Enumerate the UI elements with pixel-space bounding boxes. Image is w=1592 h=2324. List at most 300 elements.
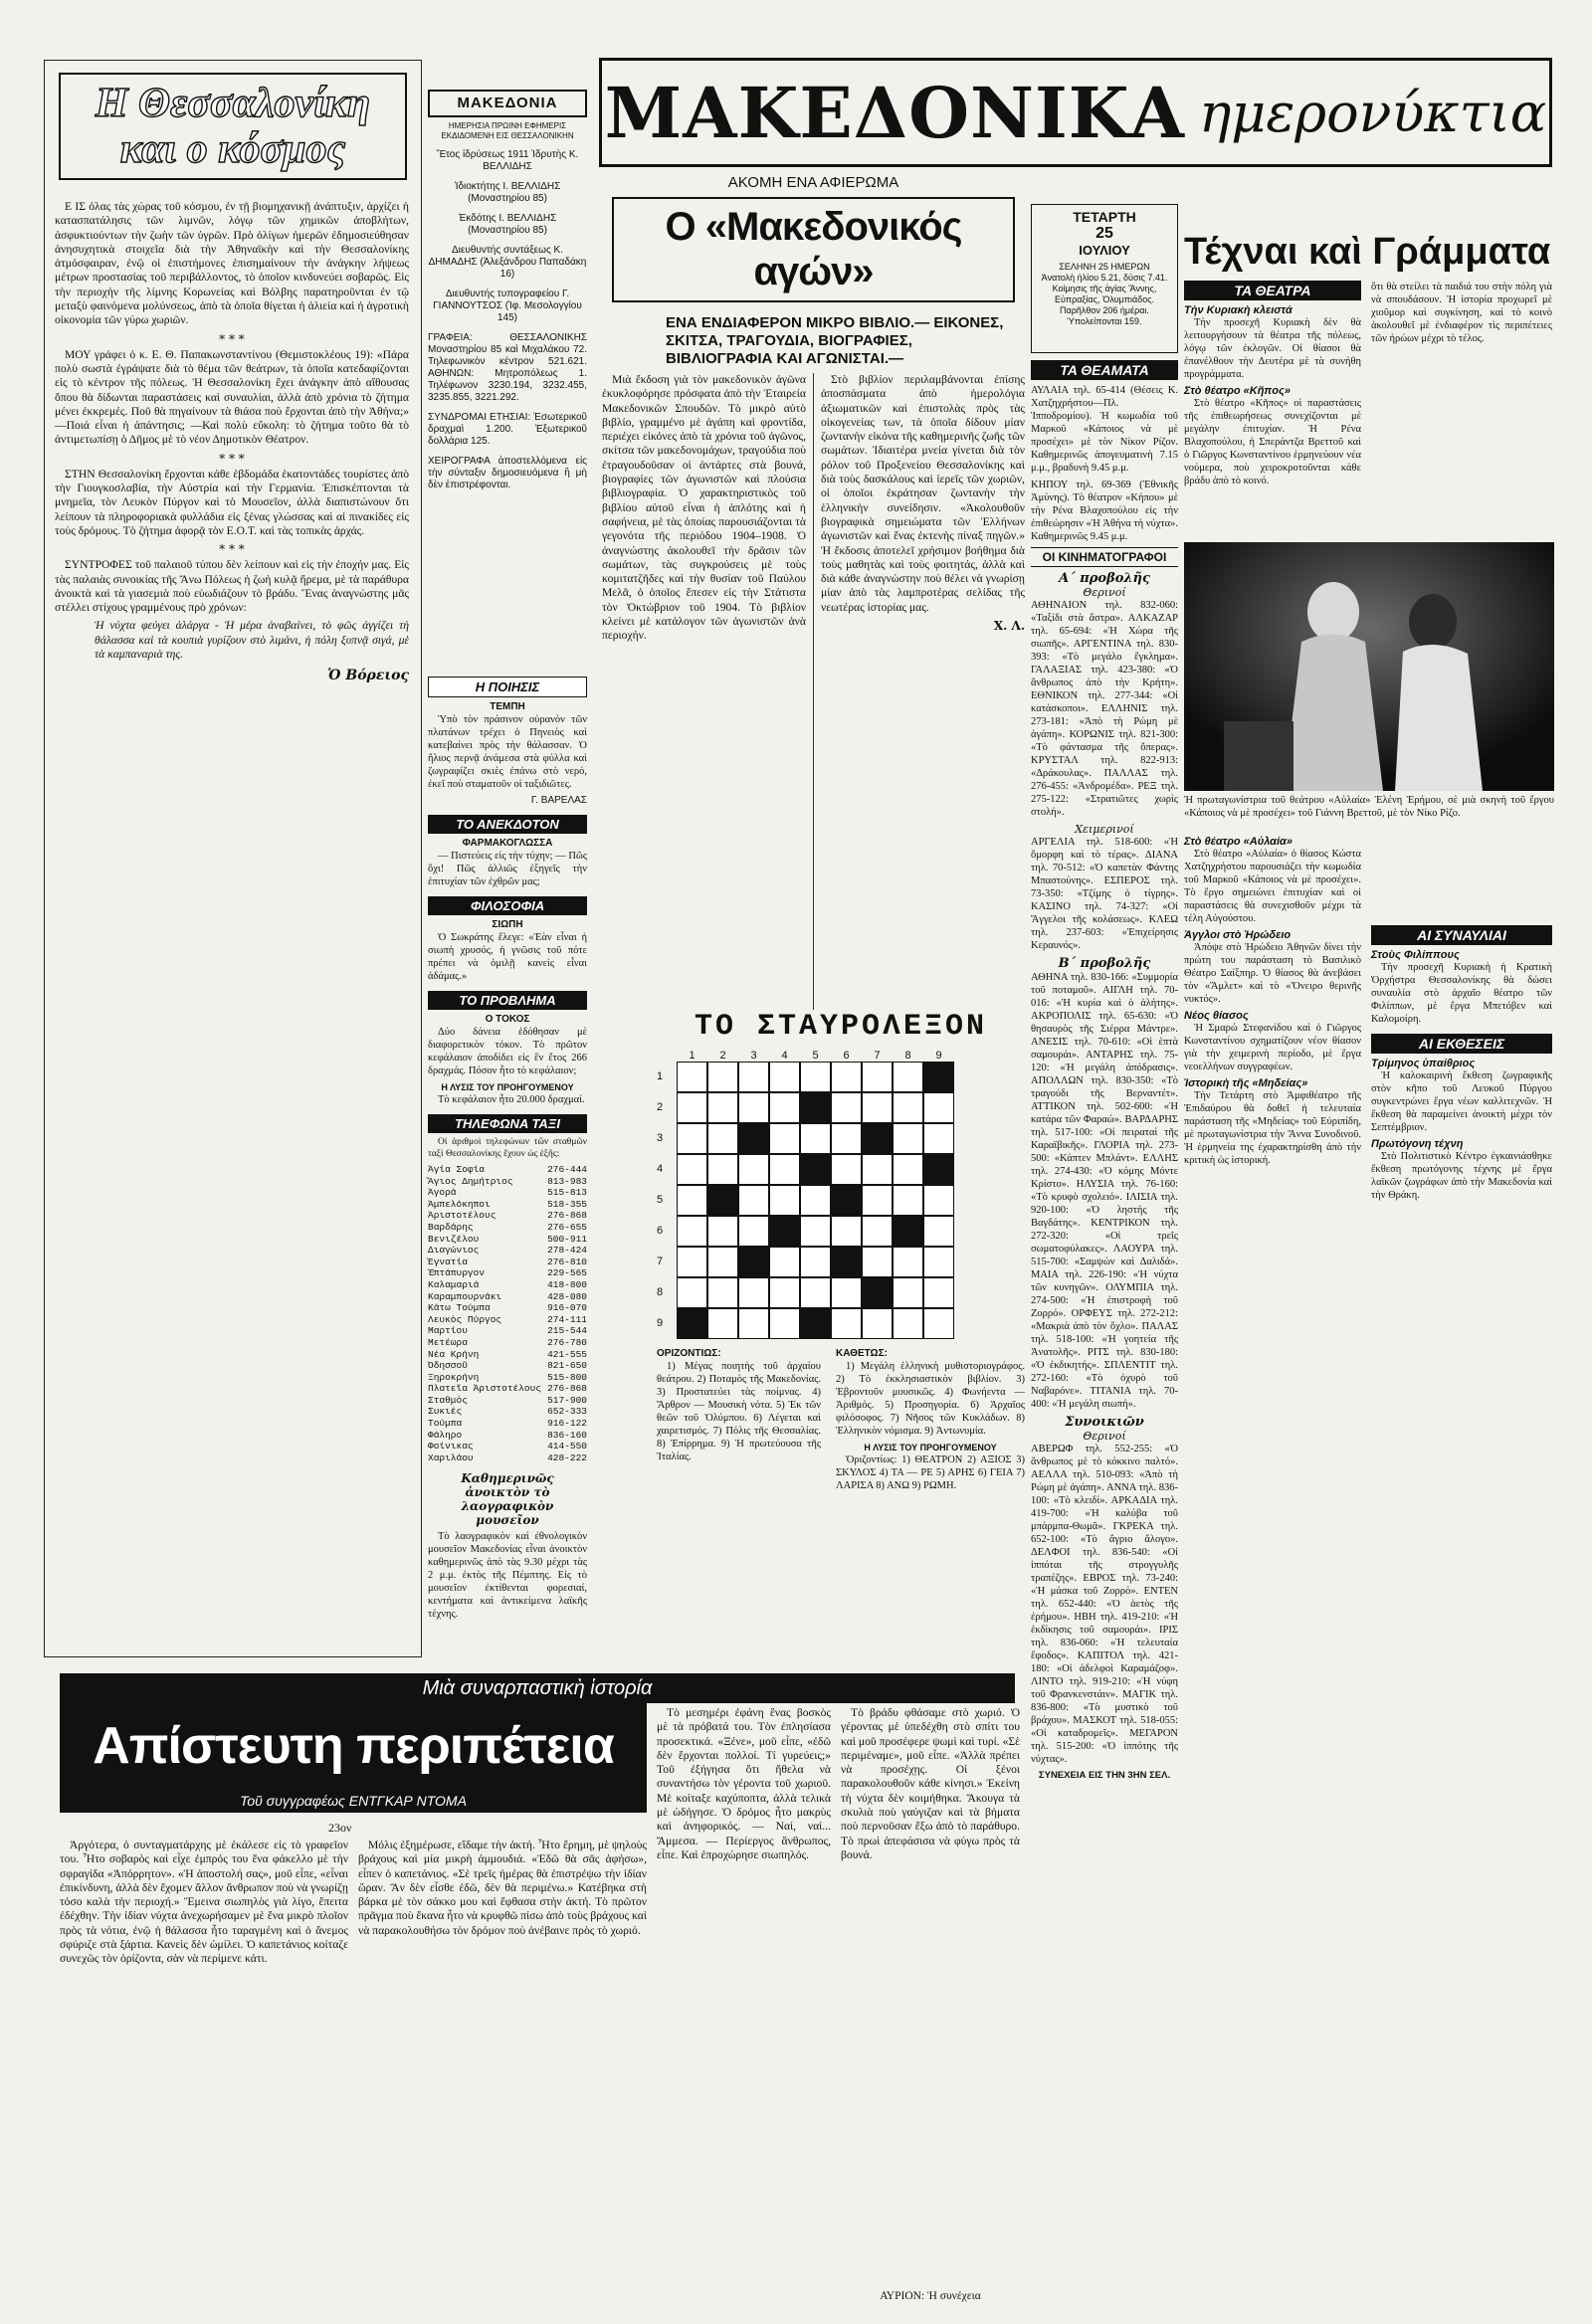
crossword-cell	[769, 1308, 800, 1339]
crossword-down-clues	[836, 1348, 1025, 1656]
imprint-box	[428, 90, 587, 672]
concerts-heading: ΑΙ ΣΥΝΑΥΛΙΑΙ	[1371, 925, 1552, 945]
winter-label: Χειμερινοί	[1075, 823, 1134, 836]
publisher-line: Ἐκδότης Ι. ΒΕΛΛΙΔΗΣ (Μοναστηρίου 85)	[458, 213, 557, 236]
phone-number: 916-122	[547, 1418, 587, 1430]
crossword-cell	[893, 1154, 923, 1185]
crossword-cell	[677, 1092, 707, 1123]
article-divider	[813, 373, 814, 1010]
museum-title: Καθημερινῶς ἀνοικτὸν τὸ λαογραφικὸν μουσεῖον	[461, 1471, 554, 1528]
crossword-cell	[893, 1062, 923, 1092]
date-number: 25	[1095, 225, 1113, 242]
world-body	[55, 200, 409, 1633]
crossword-solution-title: Η ΛΥΣΙΣ ΤΟΥ ΠΡΟΗΓΟΥΜΕΝΟΥ	[864, 1443, 997, 1452]
crossword-black-cell	[893, 1216, 923, 1247]
crossword-grid	[677, 1062, 954, 1339]
poetry-author: Γ. ΒΑΡΕΛΑΣ	[530, 795, 587, 806]
arts-column-a	[1184, 836, 1361, 1651]
crossword-column-number: 7	[874, 1050, 881, 1062]
sunday-closed-text: Τὴν προσεχῆ Κυριακὴ δὲν θὰ λειτουργήσουν τὰ θέατρα τῆς πόλεως, λόγῳ τῶν ἐκλογῶν. Οἱ θίασοι θὰ ἐπανέλθουν τὴν Δευτέρα μὲ τὰ συνήθη προγράμματα.	[1184, 317, 1361, 380]
phone-number: 916-070	[547, 1302, 587, 1314]
newspaper-logo	[428, 90, 587, 117]
phone-row	[428, 1372, 587, 1384]
phone-station: Φάληρο	[428, 1429, 463, 1441]
phone-number: 276-810	[547, 1256, 587, 1267]
crossword	[657, 1010, 1025, 1656]
crossword-cell	[862, 1308, 893, 1339]
crossword-row-number: 4	[657, 1163, 664, 1175]
phone-number: 515-800	[547, 1371, 587, 1383]
new-troupe-text: Ἡ Σμαρώ Στεφανίδου καὶ ὁ Γιῶργος Κωνσταντίνου σχηματίζουν νέον θίασον γιὰ τὴν χειμερινὴ περίοδο, μὲ ἔργα νεοελλήνων συγγραφέων.	[1184, 1023, 1361, 1072]
crossword-cell	[893, 1185, 923, 1216]
phone-number: 276-868	[547, 1210, 587, 1222]
medea-text: Τὴν Τετάρτη στὸ Ἀμφιθέατρο τῆς Ἐπιδαύρου θὰ δοθεῖ ἡ τελευταία παράσταση τῆς «Μηδείας» τοῦ Εὐριπίδη, μὲ πρωταγωνίστρια τὴν Ἄννα Συνοδινοῦ. Ἡ ἑρμηνεία της ἐχαρακτηρίσθη ἀπὸ τὴν κριτικὴ ὡς ἱστορική.	[1184, 1090, 1361, 1166]
crossword-cell	[677, 1185, 707, 1216]
phone-number: 421-555	[547, 1348, 587, 1360]
story-episode: 23ον	[328, 1821, 352, 1835]
exhibition-title: Τρίμηνος ὑπαίθριος	[1371, 1058, 1476, 1069]
crossword-black-cell	[769, 1216, 800, 1247]
phone-row	[428, 1279, 587, 1291]
crossword-cell	[831, 1092, 862, 1123]
phone-row	[428, 1234, 587, 1246]
philippoi-text: Τὴν προσεχῆ Κυριακὴ ἡ Κρατικὴ Ὀρχήστρα Θεσσαλονίκης θὰ δώσει συναυλία στὸ ἀρχαῖο θέατρο τῶν Φιλίππων, μὲ ἔργα Μπετόβεν καὶ Καλομοίρη.	[1371, 962, 1552, 1025]
crossword-column-number: 6	[843, 1050, 850, 1062]
story-kicker: Μιὰ συναρπαστικὴ ἱστορία	[422, 1676, 653, 1699]
world-poem: Ἡ νύχτα φεύγει ἀλάργα - Ἡ μέρα ἀναβαίνει, τὸ φῶς ἀγγίζει τὴ θάλασσα καὶ τὰ κουπιὰ γυρίζουν στὸ λιμάνι, ἡ πόλη ξυπνᾷ σιγά, μὲ τὰ καμπαναριὰ της.	[95, 619, 409, 662]
phone-row	[428, 1222, 587, 1234]
phone-number: 274-111	[547, 1313, 587, 1325]
anecdote-text: — Πιστεύεις εἰς τὴν τύχην; — Πῶς ὄχι! Πῶς ἀλλιῶς ἐξηγεῖς τὴν ἐπιτυχίαν τῶν ἐχθρῶν μας;	[428, 851, 587, 887]
article-text-1: Μιὰ ἔκδοση γιὰ τὸν μακεδονικὸν ἀγῶνα ἐκυκλοφόρησε πρόσφατα ἀπὸ τὴν Ἑταιρεία Μακεδονικῶν Σπουδῶν. Τὸ μικρὸ αὐτὸ βιβλίο, γραμμένο μὲ ἀγάπη καὶ φροντίδα, περιέχει εἰκόνες ἀπὸ τὰ χρόνια τοῦ ἀγῶνος, σκίτσα τῶν μακεδονομάχων, τραγούδια ποὺ ἐτραγουδοῦσαν οἱ ἀντάρτες στὰ βουνά, βιογραφίες τῶν ἀγωνιστῶν καὶ πλούσια βιβλιογραφία. Ὁ χαρακτηριστικὸς τοῦ βιβλίου αὐτοῦ εἶναι ἡ ἁπλότης καὶ ἡ σαφήνεια, μὲ τὰς ὁποίας παρουσιάζονται τὰ γεγονότα τῆς περιόδου 1904–1908. Ὁ ἀναγνώστης ἀκολουθεῖ τὴν δρᾶσιν τῶν σωμάτων, τὰς συγκρούσεις μὲ τοὺς κομιτατζῆδες καὶ τὴν θυσίαν τοῦ Παύλου Μελᾶ, ὁ ὁποῖος ἔπεσεν εἰς τὴν Στάτιστα τὸν Ὀκτώβριον τοῦ 1904. Τὸ βιβλίον κλείνει μὲ κατάλογον τῶν ἀγωνιστῶν ἀνὰ περιοχήν.	[602, 373, 806, 643]
arts-continuing-text: ὅτι θὰ στείλει τὰ παιδιά του στὴν πόλη γιὰ νὰ σπουδάσουν. Ἡ ἱστορία προχωρεῖ μὲ χιοῦμορ καὶ συγκίνηση, καὶ τὸ κοινὸ ἀκολουθεῖ μὲ ἐνδιαφέρον τὶς περιπέτειες τῶν ἡρώων μέχρι τὸ τέλος.	[1371, 282, 1552, 344]
phone-row	[428, 1176, 587, 1188]
phone-station: Καλαμαριά	[428, 1278, 480, 1290]
phone-station: Ἀγορά	[428, 1187, 457, 1199]
logo-text: ΜΑΚΕΔΟΝΙΑ	[457, 95, 558, 111]
separator-stars: * * *	[219, 542, 245, 557]
article-kicker: ΑΚΟΜΗ ΕΝΑ ΑΦΙΕΡΩΜΑ	[727, 174, 899, 191]
crossword-cell	[800, 1185, 831, 1216]
crossword-black-cell	[862, 1123, 893, 1154]
poetry-subtitle: ΤΕΜΠΗ	[490, 701, 525, 712]
phone-station: Νέα Κρήνη	[428, 1348, 480, 1360]
print-director-line: Διευθυντής τυπογραφείου Γ. ΓΙΑΝΝΟΥΤΣΟΣ (Ἰφ. Μεσολογγίου 145)	[433, 289, 582, 323]
crossword-cell	[831, 1277, 862, 1308]
crossword-row-number: 8	[657, 1286, 664, 1298]
logo-subtitle: ΗΜΕΡΗΣΙΑ ΠΡΩΙΝΗ ΕΦΗΜΕΡΙΣ ΕΚΔΙΔΟΜΕΝΗ ΕΙΣ ΘΕΣΣΑΛΟΝΙΚΗΝ	[441, 121, 574, 140]
article-column-2	[821, 373, 1025, 1010]
cinemas-text-2: ΑΡΓΕΛΙΑ τηλ. 518-600: «Ἡ ὄμορφη καὶ τὸ τέρας». ΔΙΑΝΑ τηλ. 70-512: «Ὁ καπετὰν Φάντης Μπαστούνης». ΕΣΠΕΡΟΣ τηλ. 73-350: «Τζίμης ὁ τίγρης». ΚΑΣΙΝΟ τηλ. 74-327: «Οἱ Ἄγγελοι τῆς κολάσεως». ΚΛΕΩ τηλ. 237-603: «Ἐπιχείρησις Κεραυνός».	[1031, 837, 1178, 951]
crossword-black-cell	[677, 1308, 707, 1339]
phone-row	[428, 1383, 587, 1395]
phone-number: 276-444	[547, 1164, 587, 1175]
crossword-cell	[769, 1247, 800, 1277]
phone-station: Φοίνικας	[428, 1441, 474, 1452]
phone-row	[428, 1337, 587, 1349]
world-paragraph-3: ΣΤΗΝ Θεσσαλονίκη ἔρχονται κάθε ἑβδομάδα ἑκατοντάδες τουρίστες ἀπὸ τὴν Γιουγκοσλαβία, τὴν Αὐστρία καὶ τὴν Γερμανία. Ἐπισκέπτονται τὰ μνημεῖα, τὸν Λευκὸν Πύργον καὶ τὸ Μουσεῖον, ἀλλὰ διαπιστώνουν ὅτι λείπουν τὰ πληροφοριακὰ φυλλάδια εἰς ξένας γλώσσας καὶ αἱ πινακίδες εἰς τοὺς δρόμους. Τὸ ζήτημα ἀφορᾷ τὸν Ε.Ο.Τ. καὶ τὰς τοπικὰς ἀρχάς.	[55, 467, 409, 537]
story-byline: Τοῦ συγγραφέως ΕΝΤΓΚΑΡ ΝΤΟΜΑ	[240, 1793, 467, 1809]
crossword-cell	[800, 1123, 831, 1154]
phone-row	[428, 1395, 587, 1407]
crossword-down	[964, 1050, 1025, 1348]
phone-number: 821-650	[547, 1360, 587, 1372]
moon-phase: ΣΕΛΗΝΗ 25 ΗΜΕΡΩΝ	[1059, 262, 1150, 272]
crossword-cell	[707, 1277, 738, 1308]
sun-times: Ἀνατολὴ ἡλίου 5.21, δύσις 7.41.	[1041, 273, 1168, 283]
new-troupe-title: Νέος θίασος	[1184, 1010, 1249, 1022]
anecdote-heading: ΤΟ ΑΝΕΚΔΟΤΟΝ	[428, 815, 587, 834]
world-title-box	[59, 73, 407, 180]
crossword-cell	[923, 1092, 954, 1123]
phone-row	[428, 1314, 587, 1326]
suburbs-label: Συνοικιῶν	[1065, 1415, 1144, 1430]
crossword-cell	[831, 1154, 862, 1185]
down-title: ΚΑΘΕΤΩΣ:	[836, 1348, 888, 1359]
small-columns	[428, 677, 587, 1661]
world-paragraph-2: ΜΟΥ γράφει ὁ κ. Ε. Θ. Παπακωνσταντίνου (Θεμιστοκλέους 19): «Πάρα πολὺ σωστὰ ἐγράψατε διὰ τὸ θέμα τῶν θεάτρων, τὰ ὁποῖα κατεδαφίζονται εἰς τὸ κέντρον τῆς πόλεως. Ἡ Θεσσαλονίκη ἔχει ἀνάγκην ἀπὸ αἴθουσας ὅπου θὰ δίδωνται παραστάσεις καὶ συναυλίαι, ἀλλὰ ἀπὸ χρόνια τὸ ζήτημα μένει ἐκκρεμές. Ποῦ θὰ πηγαίνουν τὰ θιάσα ποὺ ἔρχονται ἀπὸ τὴν Ἀθήνα;» —Ποιά εἶναι ἡ ἀπάντησις; —Καὶ πολὺ εὔκολη: τὸ ζήτημα τοῦτο θὰ τὸ ἀντιμετωπίσῃ ὁ Δῆμος μὲ τὸ νέον Δημοτικὸν Θέατρον.	[55, 347, 409, 447]
crossword-cell	[831, 1062, 862, 1092]
masthead	[599, 58, 1552, 167]
world-paragraph-4: ΣΥΝΤΡΟΦΕΣ τοῦ παλαιοῦ τύπου δὲν λείπουν καὶ εἰς τὴν ἐποχήν μας. Εἰς τὰς παλαιὰς συνοικίας τῆς Ἄνω Πόλεως ἡ ζωὴ κυλᾷ ἤρεμα, μὲ τὰ παράθυρα ἀνοικτὰ καὶ τὰ γιασεμιὰ ποὺ εὐωδιάζουν τὸ βράδυ. Ἕνας ἀναγνώστης μᾶς στέλλει στίχους γραμμένους πρὸ χρόνων:	[55, 558, 409, 615]
arts-title: Τέχναι καὶ Γράμματα	[1184, 231, 1551, 273]
phone-row	[428, 1291, 587, 1303]
crossword-cell	[800, 1277, 831, 1308]
cinemas-text-4: ΑΒΕΡΩΦ τηλ. 552-255: «Ὁ ἄνθρωπος μὲ τὸ κόκκινο παλτό». ΑΕΛΛΑ τηλ. 510-093: «Ἀπὸ τὴ Ρώμη μὲ ἀγάπη». ΑΝΝΑ τηλ. 836-100: «Τὸ κλειδί». ΑΡΚΑΔΙΑ τηλ. 419-700: «Ἡ καλύβα τοῦ μπάρμπα-Θωμᾶ». ΓΚΡΕΚΑ τηλ. 652-100: «Τὸ ἄγριο ἄλογο». ΔΕΛΦΟΙ τηλ. 836-540: «Οἱ ἱππόται τῆς στρογγυλῆς τραπέζης». ΕΒΡΟΣ τηλ. 73-240: «Ἡ μάσκα τοῦ Ζορρό». ΕΝΤΕΝ τηλ. 652-440: «Ὁ ἀετὸς τῆς ἐρήμου». ΗΒΗ τηλ. 419-210: «Ἡ ἐκδίκησις τοῦ σαμουράι». ΙΡΙΣ τηλ. 836-060: «Ἡ τελευταία ἔφοδος». ΚΑΠΙΤΟΛ τηλ. 421-180: «Οἱ ἀδελφοὶ Καραμάζοφ». ΛΙΝΤΟ τηλ. 919-210: «Ἡ νύφη τοῦ Φρανκενστάιν». ΜΑΓΙΚ τηλ. 836-800: «Τὸ μυστικὸ τοῦ βράχου». ΜΑΣΚΟΤ τηλ. 518-055: «Οἱ καταδρομεῖς». ΜΕΓΑΡΟΝ τηλ. 515-200: «Ὁ ἱππότης τῆς νύχτας».	[1031, 1444, 1178, 1765]
crossword-cell	[893, 1308, 923, 1339]
crossword-row-number: 5	[657, 1194, 664, 1206]
kipos-text: Στὸ θέατρο «Κῆπος» οἱ παραστάσεις τῆς ἐπιθεωρήσεως συνεχίζονται μὲ μεγάλην ἐπιτυχίαν. Ἡ Ρένα Βλαχοπούλου, ἡ Σπεράντζα Βρεττοῦ καὶ ὁ Γιῶργος Κωνσταντίνου ἑρμηνεύουν νέα νούμερα, ποὺ χειροκροτοῦνται κάθε βράδυ ἀπὸ τὸ κοινό.	[1184, 398, 1361, 486]
phone-number: 278-424	[547, 1245, 587, 1257]
arts-right-top	[1371, 281, 1552, 537]
phone-station: Συκιές	[428, 1406, 463, 1418]
crossword-cell	[769, 1062, 800, 1092]
crossword-cell	[707, 1062, 738, 1092]
world-title-line1: Η Θεσσαλονίκη	[95, 81, 371, 126]
phone-number: 428-222	[547, 1452, 587, 1463]
across-title: ΟΡΙΖΟΝΤΙΩΣ:	[657, 1348, 721, 1359]
crossword-row-number: 6	[657, 1225, 664, 1237]
phone-station: Ἀριστοτέλους	[428, 1210, 497, 1222]
phones-intro: Οἱ ἀριθμοὶ τηλεφώνων τῶν σταθμῶν ταξὶ Θεσσαλονίκης ἔχουν ὡς ἑξῆς:	[428, 1137, 587, 1159]
crossword-cell	[923, 1123, 954, 1154]
crossword-clues	[657, 1348, 821, 1656]
crossword-cell	[738, 1277, 769, 1308]
cinemas-text-1: ΑΘΗΝΑΙΟΝ τηλ. 832-060: «Ταξίδι στὰ ἄστρα». ΑΛΚΑΖΑΡ τηλ. 65-694: «Ἡ Χώρα τῆς σιωπῆς». ΑΡΓΕΝΤΙΝΑ τηλ. 830-393: «Τὸ μεγάλο ἔγκλημα». ΓΑΛΑΞΙΑΣ τηλ. 423-380: «Ὁ ἄνθρωπος ἀπὸ τὴν Κρήτη». ΕΘΝΙΚΟΝ τηλ. 277-344: «Οἱ κατάσκοποι». ΕΛΛΗΝΙΣ τηλ. 273-181: «Ἀπὸ τὴ Ρώμη μὲ ἀγάπη». ΚΟΡΩΝΙΣ τηλ. 821-300: «Τὸ φάντασμα τῆς ὄπερας». ΚΡΥΣΤΑΛ τηλ. 822-913: «Δράκουλας». ΠΑΛΛΑΣ τηλ. 276-455: «Ἀνδρομέδα». ΡΕΞ τηλ. 275-122: «Στρατιῶτες χωρὶς στολή».	[1031, 600, 1178, 818]
phone-row	[428, 1452, 587, 1464]
crossword-cell	[893, 1123, 923, 1154]
problem-subtitle: Ο ΤΟΚΟΣ	[485, 1014, 530, 1025]
phone-row	[428, 1245, 587, 1257]
primitive-art-title: Πρωτόγονη τέχνη	[1371, 1138, 1464, 1150]
first-run-label: Α΄ προβολῆς	[1059, 571, 1150, 586]
phone-number: 515-813	[547, 1187, 587, 1199]
crossword-cell	[707, 1154, 738, 1185]
separator-stars: * * *	[219, 451, 245, 466]
phones-list	[428, 1164, 587, 1463]
crossword-row-number: 3	[657, 1132, 664, 1144]
phone-number: 836-160	[547, 1429, 587, 1441]
crossword-cell	[893, 1247, 923, 1277]
theaters-text-1: ΑΥΛΑΙΑ τηλ. 65-414 (Θέσεις Κ. Χατζηχρήστου—Πλ. Ἱπποδρομίου). Ἡ κωμωδία τοῦ Μαρκοῦ «Κάποιος νὰ μὲ προσέχει» μὲ τὸν Νίκον Ρίζον. Καθημερινῶς ἀπογευματινὴ 7.15 μ.μ., βραδυνὴ 9.45 μ.μ.	[1031, 385, 1178, 474]
crossword-column-number: 8	[904, 1050, 911, 1062]
world-section	[44, 60, 422, 1657]
crossword-cell	[923, 1308, 954, 1339]
crossword-black-cell	[862, 1277, 893, 1308]
article-headline: Ο «Μακεδονικός αγών»	[665, 205, 962, 293]
phone-station: Ἀγία Σοφία	[428, 1164, 486, 1175]
problem-heading: ΤΟ ΠΡΟΒΛΗΜΑ	[428, 991, 587, 1010]
primitive-art-text: Στὸ Πολιτιστικὸ Κέντρο ἐγκαινιάσθηκε ἔκθεση πρωτόγονης τέχνης μὲ ἔργα λαϊκῶν ζωγράφων ἀπὸ τὴν Μακεδονία καὶ τὴν Θράκη.	[1371, 1151, 1552, 1201]
crossword-column-number: 3	[750, 1050, 757, 1062]
crossword-row-numbers	[657, 1062, 677, 1339]
crossword-black-cell	[923, 1062, 954, 1092]
problem-solution-title: Η ΛΥΣΙΣ ΤΟΥ ΠΡΟΗΓΟΥΜΕΝΟΥ	[441, 1082, 574, 1092]
article-deck: ΕΝΑ ΕΝΔΙΑΦΕΡΟΝ ΜΙΚΡΟ ΒΙΒΛΙΟ.— ΕΙΚΟΝΕΣ, ΣΚΙΤΣΑ, ΤΡΑΓΟΥΔΙΑ, ΒΙΟΓΡΑΦΙΕΣ, ΒΙΒΛΙΟΓΡΑΦΙΑ ΚΑΙ ΑΓΩΝΙΣΤΑΙ.—	[666, 314, 1004, 367]
museum-text: Τὸ λαογραφικὸν καὶ ἐθνολογικὸν μουσεῖον Μακεδονίας εἶναι ἀνοικτὸν καθημερινῶς ἀπὸ τὰς 9.30 μέχρι τὰς 2 μ.μ. ἐκτὸς τῆς Πέμπτης. Εἰς τὸ μουσεῖον ἐκτίθενται φορεσιαί, κεντήματα καὶ ἀντικείμενα λαϊκῆς τέχνης.	[428, 1531, 587, 1621]
crossword-cell	[738, 1062, 769, 1092]
crossword-cell	[923, 1185, 954, 1216]
phone-row	[428, 1325, 587, 1337]
phone-station: Βενιζέλου	[428, 1233, 480, 1245]
phone-number: 276-780	[547, 1336, 587, 1348]
cinemas-text-3: ΑΘΗΝΑ τηλ. 830-166: «Συμμορία τοῦ ποταμοῦ». ΑΙΓΛΗ τηλ. 70-016: «Ἡ κυρία καὶ ὁ ἀλήτης». ΑΚΡΟΠΟΛΙΣ τηλ. 65-630: «Ὁ θησαυρὸς τῆς Σιέρρα Μάντρε». ΑΝΕΣΙΣ τηλ. 70-610: «Οἱ ἑπτὰ σαμουράι». ΑΝΤΑΡΗΣ τηλ. 75-120: «Ἡ μεγάλη ἀπόδρασις». ΑΠΟΛΛΩΝ τηλ. 830-350: «Τὸ τραγούδι τῆς Βερναντέτ». ΑΤΤΙΚΟΝ τηλ. 502-600: «Ἡ κατάρα τῶν Φαραώ». ΒΑΡΔΑΡΗΣ τηλ. 517-100: «Οἱ πειραταὶ τῆς Καραϊβικῆς». ΓΛΟΡΙΑ τηλ. 273-500: «Κάπτεν Μπλάντ». ΕΛΛΗΣ τηλ. 274-430: «Ὁ κόμης Μόντε Κρίστο». ΗΛΥΣΙΑ τηλ. 76-160: «Τὸ κρυφὸ σχολειό». ΙΛΙΣΙΑ τηλ. 920-100: «Ὁ ληστής τῆς Βαγδάτης». ΚΕΝΤΡΙΚΟΝ τηλ. 272-320: «Οἱ τρεῖς σωματοφύλακες». ΛΑΟΥΡΑ τηλ. 515-700: «Σαμψὼν καὶ Δαλιδά». ΜΑΙΑ τηλ. 226-190: «Ἡ νύχτα τῶν κυνηγῶν». ΟΛΥΜΠΙΑ τηλ. 274-500: «Ἡ ἐπιστροφὴ τοῦ Ζορρό». ΟΡΦΕΥΣ τηλ. 272-212: «Μακριὰ ἀπὸ τὸν ὄχλο». ΠΑΛΑΣ τηλ. 518-100: «Ἡ γοητεία τῆς Ἀνατολῆς». ΡΙΤΣ τηλ. 830-180: «Ὁ ἐκδικητής». ΣΠΛΕΝΤΙΤ τηλ. 272-160: «Τὸ ὀχυρὸ τοῦ Ναβαρόνε». ΤΙΤΑΝΙΑ τηλ. 70-400: «Ἡ μεγάλη σιωπή».	[1031, 972, 1178, 1410]
story-title: Απίστευτη περιπέτεια	[93, 1717, 614, 1775]
phone-row	[428, 1187, 587, 1199]
crossword-cell	[707, 1092, 738, 1123]
subscriptions-line: ΣΥΝΔΡΟΜΑΙ ΕΤΗΣΙΑΙ: Ἐσωτερικοῦ δραχμαὶ 1.200. Ἐξωτερικοῦ δολλάρια 125.	[428, 412, 587, 447]
crossword-column-number: 9	[935, 1050, 942, 1062]
anecdote-subtitle: ΦΑΡΜΑΚΟΓΛΩΣΣΑ	[462, 838, 553, 849]
exhibitions-heading: ΑΙ ΕΚΘΕΣΕΙΣ	[1371, 1034, 1552, 1054]
masthead-title-rest: ημερονύκτια	[1198, 81, 1547, 144]
theaters-heading: ΤΑ ΘΕΑΜΑΤΑ	[1031, 360, 1178, 380]
crossword-cell	[769, 1123, 800, 1154]
crossword-black-cell	[800, 1308, 831, 1339]
phone-station: Μαρτίου	[428, 1325, 468, 1337]
founded-line: Ἔτος ἱδρύσεως 1911 Ἱδρυτὴς Κ. ΒΕΛΛΙΔΗΣ	[436, 149, 579, 172]
masthead-title-caps: ΜΑΚΕΔΟΝΙΚΑ	[604, 71, 1185, 154]
herodeion-text: Ἀπόψε στὸ Ἡρώδειο Ἀθηνῶν δίνει τὴν πρώτη του παράσταση τὸ Βασιλικὸ Θέατρο Σαίξπηρ. Ὁ θίασος θὰ ἀνεβάσει τὸν «Ἄμλετ» καὶ τὸ «Ὄνειρο θερινῆς νυκτός».	[1184, 942, 1361, 1005]
crossword-title: ΤΟ ΣΤΑΥΡΟΛΕΞΟΝ	[694, 1010, 988, 1044]
crossword-black-cell	[923, 1154, 954, 1185]
story-title-bar	[60, 1703, 647, 1789]
crossword-black-cell	[707, 1185, 738, 1216]
crossword-cell	[738, 1216, 769, 1247]
crossword-solution: Ὁριζοντίως: 1) ΘΕΑΤΡΟΝ 2) ΑΞΙΟΣ 3) ΣΚΥΛΟΣ 4) ΤΑ — ΡΕ 5) ΑΡΗΣ 6) ΓΕΙΑ 7) ΛΑΡΙΣΑ 8) ΑΝΩ 9) ΡΩΜΗ.	[836, 1454, 1025, 1491]
theater-photo	[1184, 542, 1554, 791]
phone-row	[428, 1406, 587, 1418]
crossword-cell	[707, 1123, 738, 1154]
world-title-line2: και ο κόσμος	[119, 126, 346, 172]
separator-stars: * * *	[219, 331, 245, 346]
crossword-row-number: 2	[657, 1101, 664, 1113]
date-day: ΤΕΤΑΡΤΗ	[1073, 209, 1136, 225]
crossword-cell	[831, 1216, 862, 1247]
phone-station: Λευκὸς Πύργος	[428, 1313, 502, 1325]
story-column-1	[60, 1839, 348, 2306]
crossword-cell	[769, 1154, 800, 1185]
phone-row	[428, 1441, 587, 1452]
arts-column-b	[1371, 836, 1552, 2209]
poetry-heading: Η ΠΟΙΗΣΙΣ	[428, 677, 587, 697]
phone-station: Πλατεῖα Ἀριστοτέλους	[428, 1383, 542, 1395]
story-text-4: Τὸ βράδυ φθάσαμε στὸ χωριό. Ὁ γέροντας μὲ ὑπεδέχθη στὸ σπίτι του καὶ μοῦ προσέφερε ψωμὶ καὶ τυρί. «Σὲ περιμέναμε», μοῦ εἶπε. «Ἀλλὰ πρέπει νὰ προσέχῃς. Οἱ ξένοι παρακολουθοῦν κάθε κίνησι.» Ἐκείνη τὴ νύχτα δὲν κοιμήθηκα. Ἄκουγα τὰ σκυλιὰ ποὺ γαύγιζαν καὶ τὰ βήματα ποὺ περνοῦσαν ἔξω ἀπὸ τὸ παράθυρο. Τὸ πρωὶ ἀπεφάσισα νὰ φύγω πρὸς τὰ βουνά.	[841, 1706, 1020, 1861]
crossword-column-number: 2	[719, 1050, 726, 1062]
crossword-cell	[862, 1216, 893, 1247]
crossword-cell	[707, 1308, 738, 1339]
days-count: Παρῆλθον 206 ἡμέραι. Ὑπολείπονται 159.	[1060, 305, 1149, 326]
crossword-cell	[862, 1062, 893, 1092]
story-text-2: Μόλις ἐξημέρωσε, εἴδαμε τὴν ἀκτή. Ἦτο ἔρημη, μὲ ψηλοὺς βράχους καὶ μία μικρὴ ἀμμουδιά. «Ἐδῶ θὰ σᾶς ἀφήσω», εἶπεν ὁ καπετάνιος. «Σὲ τρεῖς ἡμέρας θὰ ἐπιστρέψω τὴν ἰδίαν ὥραν. Ἂν δὲν εἶσθε ἐδῶ, δὲν θὰ περιμένω.» Κατέβηκα στὴ βάρκα μὲ τὸν σάκκο μου καὶ ἔφθασα στὴν ἀκτή. Τὸ πρῶτον πρᾶγμα ποὺ ἔκανα ἦτο νὰ κρυφθῶ πίσω ἀπὸ τοὺς βράχους καὶ νὰ παρακολουθήσω τὸν δρόμον ποὺ ἀνέβαινε πρὸς τὸ χωριό.	[358, 1839, 647, 1937]
crossword-black-cell	[831, 1185, 862, 1216]
crossword-cell	[923, 1247, 954, 1277]
medea-title: Ἱστορικὴ τῆς «Μηδείας»	[1184, 1077, 1308, 1089]
crossword-black-cell	[800, 1154, 831, 1185]
phone-station: Διαγώνιος	[428, 1245, 480, 1257]
phone-number: 215-544	[547, 1325, 587, 1337]
down-clues: 1) Μεγάλη ἑλληνικὴ μυθιστοριογράφος. 2) Τὸ ἐκκλησιαστικὸν βιβλίον. 3) Ἐβροντοῦν μουσικῶς. 4) Φωνήεντα — Ἀριθμός. 5) Προσηγορία. 6) Ἀρχαῖος φιλόσοφος. 7) Νῆσος τῶν Κυκλάδων. 8) Ἑλληνικὸν νόμισμα. 9) Ἀντωνυμία.	[836, 1361, 1025, 1437]
phone-number: 418-800	[547, 1278, 587, 1290]
phone-station: Καραμπουρνάκι	[428, 1290, 502, 1302]
crossword-cell	[862, 1247, 893, 1277]
phone-station: Χαριλάου	[428, 1452, 474, 1463]
saints-of-day: Κοίμησις τῆς ἁγίας Ἄννης, Εὐπραξίας, Ὀλυμπιάδος.	[1052, 284, 1157, 304]
phone-number: 652-333	[547, 1406, 587, 1418]
crossword-numbers	[677, 1050, 954, 1062]
story-column-3	[657, 1706, 831, 2303]
offices-line: ΓΡΑΦΕΙΑ: ΘΕΣΣΑΛΟΝΙΚΗΣ Μοναστηρίου 85 καὶ Μιχαλάκου 72. Τηλεφωνικὸν κέντρον 521.621. ΑΘΗΝΩΝ: Μητροπόλεως 1. Τηλέφωνον 3230.194, 3232.455, 3235.855, 3221.292.	[428, 332, 587, 403]
date-month: ΙΟΥΛΙΟΥ	[1079, 243, 1130, 258]
crossword-cell	[677, 1154, 707, 1185]
crossword-cell	[862, 1154, 893, 1185]
phone-row	[428, 1418, 587, 1430]
phone-station: Σταθμὸς	[428, 1394, 468, 1406]
avlaia-text: Στὸ θέατρο «Αὐλαία» ὁ θίασος Κώστα Χατζηχρήστου παρουσιάζει τὴν κωμωδία τοῦ Μαρκοῦ «Κάποιος νὰ μὲ προσέχει». Τὸ ἔργο σημειώνει ἐπιτυχίαν καὶ οἱ παραστάσεις θὰ συνεχισθοῦν μέχρι τὰ τέλη Αὐγούστου.	[1184, 849, 1361, 924]
theaters-text-2: ΚΗΠΟΥ τηλ. 69-369 (Ἐθνικῆς Ἀμύνης). Τὸ θέατρον «Κήπου» μὲ τὴν Ρένα Βλαχοπούλου εἰς τὴν ἐπιθεώρησιν «Ἡ Ἀθήνα τὴ νύχτα». Καθημερινῶς 9.45 μ.μ.	[1031, 480, 1178, 542]
crossword-cell	[707, 1247, 738, 1277]
phone-station: Ὀδησσοῦ	[428, 1360, 468, 1372]
crossword-black-cell	[738, 1247, 769, 1277]
world-paragraph-1: Ε ΙΣ όλας τὰς χώρας τοῦ κόσμου, ἐν τῇ βιομηχανικῇ ἀνάπτυξιν, ἀρχίζει ἡ κατασπατάλησις τῶν λιμνῶν, λόγῳ τῶν χημικῶν ἀποβλήτων, ἀσφυκτιούντων τὴν ζωὴν τῶν ὑγρῶν. Πρὸ ὀλίγων ἡμερῶν ἐδημοσιεύθησαν ἀνησυχητικὰ στοιχεῖα διὰ τὴν Ἀθηναϊκὴν καὶ τὴν Θεσσαλονίκης ἀτμόσφαιραν, ἐνῷ οἱ ἐπιστήμονες ἐπισημαίνουν τὴν ἀνάγκην λήψεως μέτρων προστασίας τοῦ περιβάλλοντος, τὸ ὁποῖον κινδυνεύει σοβαρῶς. Εἰς τὴν περιοχὴν τῆς λίμνης Κορωνείας καὶ Βόλβης παρατηροῦνται ἐν τῷ μεταξὺ φαινόμενα μολύνσεως, ἀπὸ τὰ ὁποῖα θίγεται ἡ ἁλιεία καὶ ἡ ἀγροτικὴ οἰκονομία τῶν γύρω χωριῶν.	[55, 200, 409, 327]
phone-station: Μετέωρα	[428, 1336, 468, 1348]
phone-row	[428, 1210, 587, 1222]
story-text-3: Τὸ μεσημέρι ἐφάνη ἕνας βοσκὸς μὲ τὰ πρόβατά του. Τὸν ἐπλησίασα προσεκτικά. «Ξένε», μοῦ εἶπε, «ἐδῶ δὲν ἔρχονται πολλοί. Τί γυρεύεις;» Τοῦ ἐξήγησα ὅτι ἤθελα νὰ συναντήσω τὸν γέροντα τοῦ χωριοῦ. Μὲ κοίταξε καχύποπτα, ἀλλὰ τελικὰ μὲ ὡδήγησε. Ὁ δρόμος ἦτο μακρὺς καὶ ἀνηφορικός. — Ναί, ναί... Ἄμμεσα. — Περίεργος ἄνθρωπος, εἶπε. Καὶ ἐπροχώρησε σιωπηλός.	[657, 1706, 831, 1861]
herodeion-title: Ἀγγλοι στὸ Ἡρώδειο	[1184, 929, 1292, 941]
crossword-row-number: 9	[657, 1317, 664, 1329]
phone-row	[428, 1349, 587, 1361]
phone-station: Ἐγνατία	[428, 1256, 468, 1267]
crossword-cell	[769, 1277, 800, 1308]
summer-label: Θερινοί	[1083, 586, 1126, 599]
manuscripts-line: ΧΕΙΡΟΓΡΑΦΑ ἀποστελλόμενα εἰς τὴν σύνταξιν δημοσιευόμενα ἢ μὴ δὲν ἐπιστρέφονται.	[428, 456, 587, 490]
crossword-column-number: 5	[812, 1050, 819, 1062]
crossword-cell	[862, 1185, 893, 1216]
philosophy-text: Ὁ Σωκράτης ἔλεγε: «Ἐὰν εἶναι ἡ σιωπὴ χρυσός, ἡ γνῶσις τοῦ πότε πρέπει νὰ ὁμιλῇ κανεὶς εἶναι ἀδάμας.»	[428, 932, 587, 982]
world-signature: Ὁ Βόρειος	[327, 668, 409, 684]
phone-row	[428, 1430, 587, 1442]
story-next: ΑΥΡΙΟΝ: Ἡ συνέχεια	[880, 2290, 981, 2302]
phone-station: Ἑπτάπυργον	[428, 1267, 486, 1279]
story-byline-bar	[60, 1789, 647, 1813]
crossword-cell	[831, 1123, 862, 1154]
crossword-cell	[677, 1247, 707, 1277]
phone-row	[428, 1199, 587, 1211]
continued-note: ΣΥΝΕΧΕΙΑ ΕΙΣ ΤΗΝ 3ΗΝ ΣΕΛ.	[1038, 1770, 1171, 1781]
exhibition-text: Ἡ καλοκαιρινὴ ἔκθεση ζωγραφικῆς στὸν κῆπο τοῦ Λευκοῦ Πύργου συγκεντρώνει ἔργα νέων καλλιτεχνῶν. Ἡ ἔκθεση θὰ παραμείνει ἀνοικτὴ μέχρι τὸν Σεπτέμβριον.	[1371, 1070, 1552, 1133]
phone-row	[428, 1267, 587, 1279]
across-clues: 1) Μέγας ποιητὴς τοῦ ἀρχαίου θεάτρου. 2) Ποταμὸς τῆς Μακεδονίας. 3) Προστατεύει τὰς ποίμνας. 4) Ἄρθρον — Μουσικὴ νότα. 5) Ἐκ τῶν θεῶν τοῦ Ὀλύμπου. 6) Λέγεται καὶ χαιρετισμός. 7) Πόλις τῆς Θεσσαλίας. 8) Ἐπίρρημα. 9) Ἡ πρωτεύουσα τῆς Ἰταλίας.	[657, 1361, 821, 1462]
arts-left-column	[1184, 281, 1361, 537]
crossword-column-number: 1	[689, 1050, 696, 1062]
crossword-cell	[893, 1092, 923, 1123]
avlaia-title: Στὸ θέατρο «Αὐλαία»	[1184, 836, 1293, 848]
crossword-black-cell	[738, 1123, 769, 1154]
story-kicker-bar	[60, 1673, 1015, 1703]
crossword-cell	[862, 1092, 893, 1123]
crossword-black-cell	[831, 1247, 862, 1277]
phone-number: 276-655	[547, 1221, 587, 1233]
article-headline-box	[612, 197, 1015, 302]
phone-station: Βαρδάρης	[428, 1221, 474, 1233]
phone-station: Τούμπα	[428, 1418, 463, 1430]
director-line: Διευθυντής συντάξεως Κ. ΔΗΜΑΔΗΣ (Ἀλεξάνδρου Παπαδάκη 16)	[428, 245, 587, 280]
phone-row	[428, 1360, 587, 1372]
suburbs-summer-label: Θερινοί	[1083, 1430, 1126, 1443]
crossword-cell	[677, 1277, 707, 1308]
crossword-cell	[738, 1154, 769, 1185]
crossword-cell	[677, 1123, 707, 1154]
phone-number: 428-080	[547, 1290, 587, 1302]
phone-number: 518-355	[547, 1198, 587, 1210]
crossword-black-cell	[800, 1092, 831, 1123]
problem-solution: Τὸ κεφάλαιον ἦτο 20.000 δραχμαί.	[438, 1094, 585, 1105]
phone-number: 517-900	[547, 1394, 587, 1406]
crossword-cell	[677, 1216, 707, 1247]
photo-caption: Ἡ πρωταγωνίστρια τοῦ θεάτρου «Αὐλαία» Ἑλένη Ἐρήμου, σὲ μιὰ σκηνὴ τοῦ ἔργου «Κάποιος νὰ μὲ προσέχει» τοῦ Γιάννη Βρεττοῦ, μὲ τὸν Νίκο Ρίζο.	[1184, 795, 1554, 819]
crossword-cell	[923, 1277, 954, 1308]
phone-number: 229-565	[547, 1267, 587, 1279]
cinemas-heading: ΟΙ ΚΙΝΗΜΑΤΟΓΡΑΦΟΙ	[1031, 547, 1178, 567]
phone-number: 500-911	[547, 1233, 587, 1245]
poetry-text: Ὑπὸ τὸν πράσινον οὐρανὸν τῶν πλατάνων τρέχει ὁ Πηνειὸς καὶ κατεβαίνει πρὸς τὴν θάλασσαν. Ὁ ἥλιος περνᾷ ἀνάμεσα στὰ φύλλα καὶ ζωγραφίζει σκιὲς ἐπάνω στὸ νερό, ἐκεῖ ποὺ σταματοῦν οἱ ταξιδιῶτες.	[428, 714, 587, 790]
crossword-cell	[800, 1216, 831, 1247]
second-run-label: Β΄ προβολῆς	[1058, 956, 1151, 971]
sunday-closed-title: Τὴν Κυριακὴ κλειστά	[1184, 304, 1293, 316]
kipos-title: Στὸ θέατρο «Κῆπος»	[1184, 385, 1291, 397]
phones-heading: ΤΗΛΕΦΩΝΑ ΤΑΞΙ	[428, 1114, 587, 1133]
crossword-cell	[800, 1247, 831, 1277]
arts-theaters-heading: ΤΑ ΘΕΑΤΡΑ	[1184, 281, 1361, 300]
date-box	[1031, 204, 1178, 353]
crossword-cell	[707, 1216, 738, 1247]
stage-scene-image	[1184, 542, 1554, 791]
crossword-cell	[769, 1092, 800, 1123]
phone-row	[428, 1257, 587, 1268]
philosophy-subtitle: ΣΙΩΠΗ	[492, 919, 523, 930]
crossword-cell	[893, 1277, 923, 1308]
philosophy-heading: ΦΙΛΟΣΟΦΙΑ	[428, 896, 587, 915]
story-text-1: Ἀργότερα, ὁ συνταγματάρχης μὲ ἐκάλεσε εἰς τὸ γραφεῖον του. Ἦτο σοβαρὸς καὶ εἶχε ἐμπρός του ἕνα φάκελλο μὲ τὴν σφραγίδα «Ἀπόρρητον». «Ἡ ἀποστολή σας», μοῦ εἶπε, «εἶναι ἐπικίνδυνη, ἀλλὰ δὲν ἔχομεν ἄλλον ἄνθρωπον ποὺ νὰ γνωρίζῃ τόσο καλὰ τὴν περιοχή.» Ἔμεινα σιωπηλὸς γιὰ λίγο, ἔπειτα ἐδέχθην. Τὴν ἰδίαν νύχτα ἀνεχωρήσαμεν μὲ ἕνα μικρὸ πλοῖον πρὸς τὰ νότια, ἐνῷ ἡ θάλασσα ἦτο ταραγμένη καὶ ὁ ἄνεμος σφύριζε στὰ ξάρτια. Κανεὶς δὲν ὡμίλει. Ὁ καπετάνιος κοίταζε συνεχῶς τὸν ὁρίζοντα, σὰν νὰ περίμενε κάτι.	[60, 1839, 348, 1966]
crossword-cell	[738, 1092, 769, 1123]
phone-station: Ξηροκρήνη	[428, 1371, 480, 1383]
article-text-2: Στὸ βιβλίον περιλαμβάνονται ἐπίσης ἀποσπάσματα ἀπὸ ἡμερολόγια ἀξιωματικῶν καὶ ἐπιστολὰς πρὸς τὰς οἰκογενείας των, τὰ ὁποῖα δίδουν μίαν ζωντανὴν εἰκόνα τῆς καθημερινῆς ζωῆς τῶν σωμάτων. Ἰδιαιτέρα μνεία γίνεται διὰ τὸν ρόλον τοῦ Προξενείου Θεσσαλονίκης καὶ διὰ τοὺς δασκάλους καὶ ἱερεῖς τῶν χωριῶν, οἱ ὁποῖοι ἐκράτησαν ζωντανὴν τὴν ἑλληνικὴν συνείδησιν. «Ἀκολουθοῦν βιογραφικὰ σημειώματα τῶν Ἑλλήνων ἀγωνιστῶν καὶ ἕνας ἐκτενὴς πίναξ πηγῶν.» Ἡ ἔκδοσις ἀποτελεῖ χρήσιμον βοήθημα διὰ τοὺς μαθητὰς καὶ τοὺς φοιτητάς, ἀλλὰ καὶ διὰ κάθε ἀναγνώστην ποὺ θέλει νὰ γνωρίσῃ μίαν ἀπὸ τὰς λαμπροτέρας σελίδας τῆς νεωτέρας ἱστορίας μας.	[821, 373, 1025, 614]
phone-number: 813-983	[547, 1175, 587, 1187]
phone-row	[428, 1164, 587, 1176]
phone-station: Κάτω Τούμπα	[428, 1302, 491, 1314]
crossword-cell	[769, 1185, 800, 1216]
phone-number: 414-550	[547, 1441, 587, 1452]
